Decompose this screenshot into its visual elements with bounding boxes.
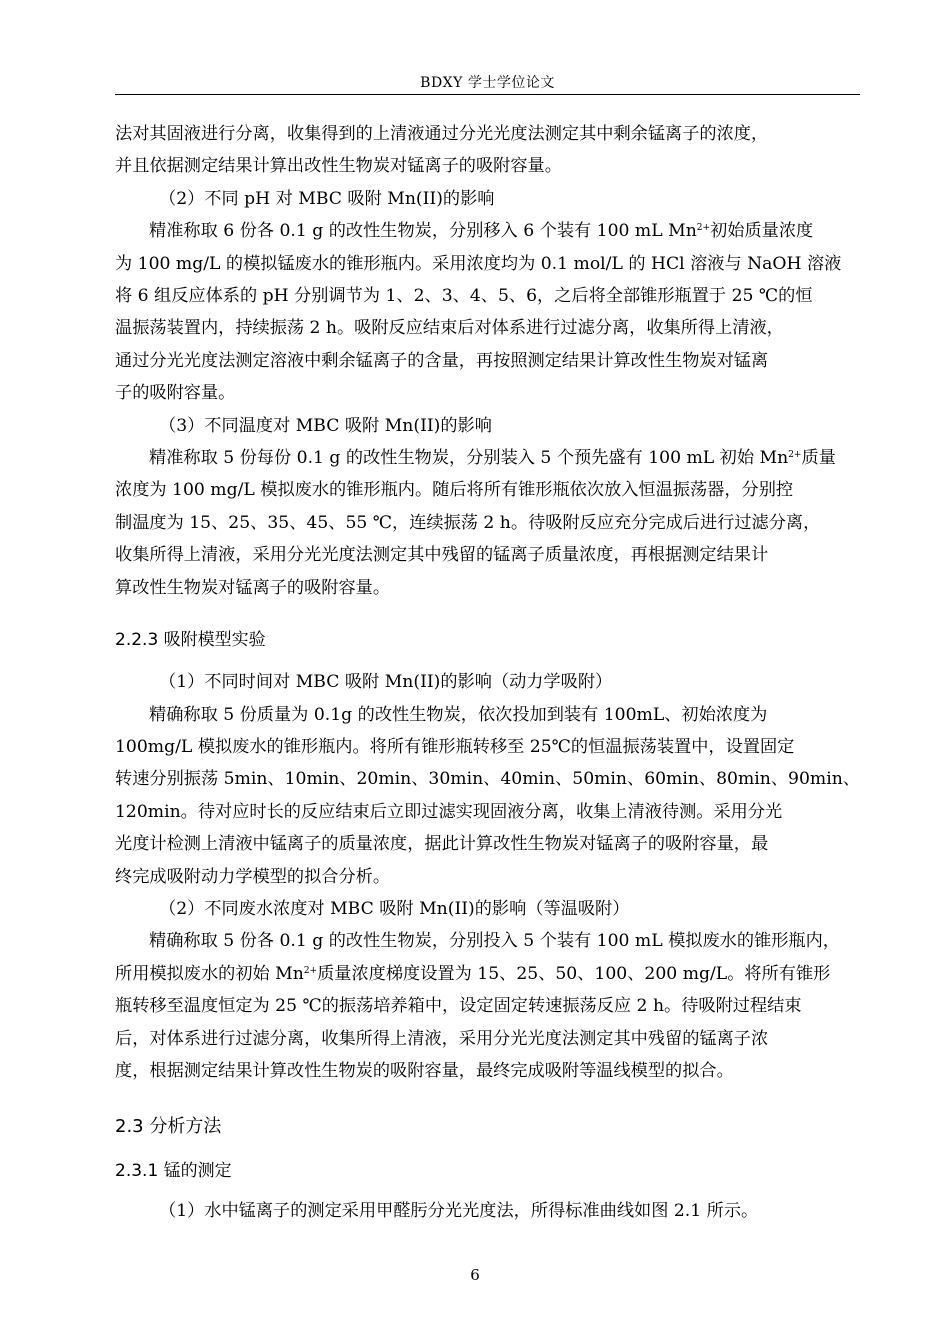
body-line: （1）水中锰离子的测定采用甲醛肟分光光度法，所得标准曲线如图 2.1 所示。 [159, 1201, 759, 1222]
body-line: 所用模拟废水的初始 $Mn^{2+}$质量浓度梯度设置为 15、25、50、100、200 mg/L。将所有锥形 [115, 963, 831, 984]
body-line: 光度计检测上清液中锰离子的质量浓度，据此计算改性生物炭对锰离子的吸附容量，最 [115, 834, 769, 855]
body-line: 通过分光光度法测定溶液中剩余锰离子的含量，再按照测定结果计算改性生物炭对锰离 [115, 350, 769, 371]
body-line: 度，根据测定结果计算改性生物炭的吸附容量，最终完成吸附等温线模型的拟合。 [115, 1060, 734, 1081]
section-heading-2-3-1: 2.3.1 锰的测定 [115, 1161, 232, 1182]
header-rule [115, 94, 860, 95]
subsection-title: （3）不同温度对 MBC 吸附 Mn(II)的影响 [159, 415, 492, 436]
subsection-title: （2）不同废水浓度对 MBC 吸附 Mn(II)的影响（等温吸附） [159, 898, 630, 919]
body-line: 收集所得上清液，采用分光光度法测定其中残留的锰离子质量浓度，再根据测定结果计 [115, 545, 769, 566]
section-heading-2-3: 2.3 分析方法 [115, 1116, 222, 1138]
body-line: 算改性生物炭对锰离子的吸附容量。 [115, 577, 391, 598]
page-number: 6 [470, 1266, 480, 1284]
body-line: 温振荡装置内，持续振荡 2 h。吸附反应结束后对体系进行过滤分离，收集所得上清液， [115, 318, 784, 339]
superscript: 2+ [788, 450, 802, 461]
body-line: 制温度为 15、25、35、45、55 ℃，连续振荡 2 h。待吸附反应充分完成后进行过滤分离， [115, 512, 821, 533]
body-line: 子的吸附容量。 [115, 383, 236, 404]
body-line: 为 100 mg/L 的模拟锰废水的锥形瓶内。采用浓度均为 0.1 mol/L 的 HCl 溶液与 NaOH 溶液 [115, 253, 842, 274]
body-line: 精确称取 5 份各 0.1 g 的改性生物炭，分别投入 5 个装有 100 mL 模拟废水的锥形瓶内， [149, 931, 840, 952]
body-line: 精准称取 6 份各 0.1 g 的改性生物炭，分别移入 6 个装有 100 mL $Mn^{2+}$初始质量浓度 [149, 221, 814, 242]
subsection-title: （2）不同 pH 对 MBC 吸附 Mn(II)的影响 [159, 188, 495, 209]
superscript: 2+ [696, 223, 711, 234]
body-line: 法对其固液进行分离，收集得到的上清液通过分光光度法测定其中剩余锰离子的浓度， [115, 124, 769, 144]
body-line: 转速分别振荡 5min、10min、20min、30min、40min、50min、60min、80min、90min、 [115, 769, 860, 790]
body-line: 并且依据测定结果计算出改性生物炭对锰离子的吸附容量。 [115, 156, 562, 177]
superscript: 2+ [303, 965, 318, 976]
body-line: 120min。待对应时长的反应结束后立即过滤实现固液分离，收集上清液待测。采用分光 [115, 801, 783, 822]
section-heading-2-2-3: 2.2.3 吸附模型实验 [115, 630, 266, 651]
body-line: 瓶转移至温度恒定为 25 ℃的振荡培养箱中，设定固定转速振荡反应 2 h。待吸附过程结束 [115, 996, 802, 1017]
body-line: 后，对体系进行过滤分离，收集所得上清液，采用分光光度法测定其中残留的锰离子浓 [115, 1028, 769, 1049]
body-line: 将 6 组反应体系的 pH 分别调节为 1、2、3、4、5、6，之后将全部锥形瓶置于 25 ℃的恒 [115, 286, 813, 307]
body-line: 精准称取 5 份每份 0.1 g 的改性生物炭，分别装入 5 个预先盛有 100 mL 初始 $Mn^{2+}$质量 [149, 448, 836, 469]
body-line: 100mg/L 模拟废水的锥形瓶内。将所有锥形瓶转移至 25℃的恒温振荡装置中，设置固定 [115, 736, 795, 757]
body-line: 终完成吸附动力学模型的拟合分析。 [115, 866, 391, 887]
subsection-title: （1）不同时间对 MBC 吸附 Mn(II)的影响（动力学吸附） [159, 672, 613, 693]
body-line: 浓度为 100 mg/L 模拟废水的锥形瓶内。随后将所有锥形瓶依次放入恒温振荡器，分别控 [115, 480, 794, 501]
page-body [115, 118, 860, 1228]
running-header: BDXY 学士学位论文 [420, 75, 555, 91]
body-line: 精确称取 5 份质量为 0.1g 的改性生物炭，依次投加到装有 100mL、初始浓度为 [149, 704, 768, 725]
